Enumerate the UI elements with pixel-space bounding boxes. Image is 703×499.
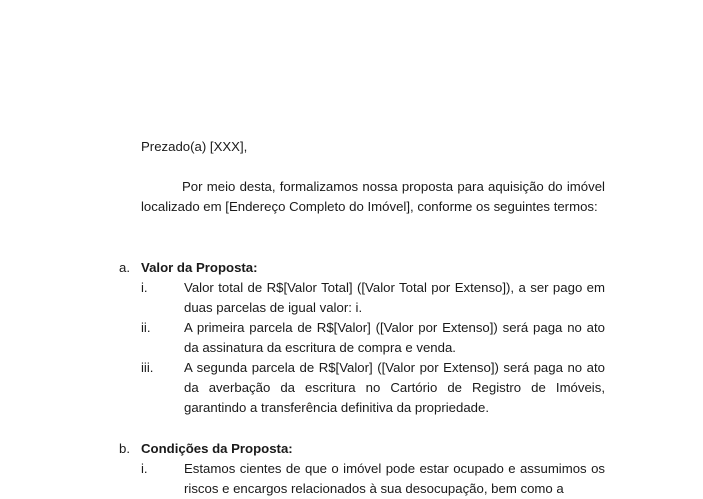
- list-item: [119, 318, 605, 358]
- list-item-number: i.: [141, 461, 148, 476]
- list-item-text: Estamos cientes de que o imóvel pode estar ocupado e assumimos os riscos e encargos relacionados à sua desocupação, bem como a: [184, 461, 605, 496]
- list-item: [119, 278, 605, 318]
- intro-paragraph: Por meio desta, formalizamos nossa proposta para aquisição do imóvel localizado em [Endereço Completo do Imóvel], conforme os seguintes termos:: [141, 179, 605, 214]
- section-heading: [119, 258, 605, 278]
- list-item-number: iii.: [141, 360, 154, 375]
- list-item-text: A segunda parcela de R$[Valor] ([Valor por Extenso]) será paga no ato da averbação da escritura no Cartório de Registro de Imóveis, garantindo a transferência definitiva da propriedade.: [184, 360, 605, 415]
- section-title: Condições da Proposta:: [141, 441, 293, 456]
- greeting: Prezado(a) [XXX],: [141, 139, 248, 154]
- section-heading: [119, 439, 605, 459]
- section-valor-da-proposta: [119, 258, 605, 418]
- list-item-text: A primeira parcela de R$[Valor] ([Valor por Extenso]) será paga no ato da assinatura da escritura de compra e venda.: [184, 320, 605, 355]
- list-item-number: ii.: [141, 320, 151, 335]
- list-item-number: i.: [141, 280, 148, 295]
- section-title: Valor da Proposta:: [141, 260, 258, 275]
- section-condicoes-da-proposta: [119, 439, 605, 499]
- list-item: [119, 358, 605, 418]
- list-item: [119, 459, 605, 499]
- list-item-text: Valor total de R$[Valor Total] ([Valor Total por Extenso]), a ser pago em duas parcelas de igual valor: i.: [184, 280, 605, 315]
- section-letter: a.: [119, 260, 130, 275]
- section-letter: b.: [119, 441, 130, 456]
